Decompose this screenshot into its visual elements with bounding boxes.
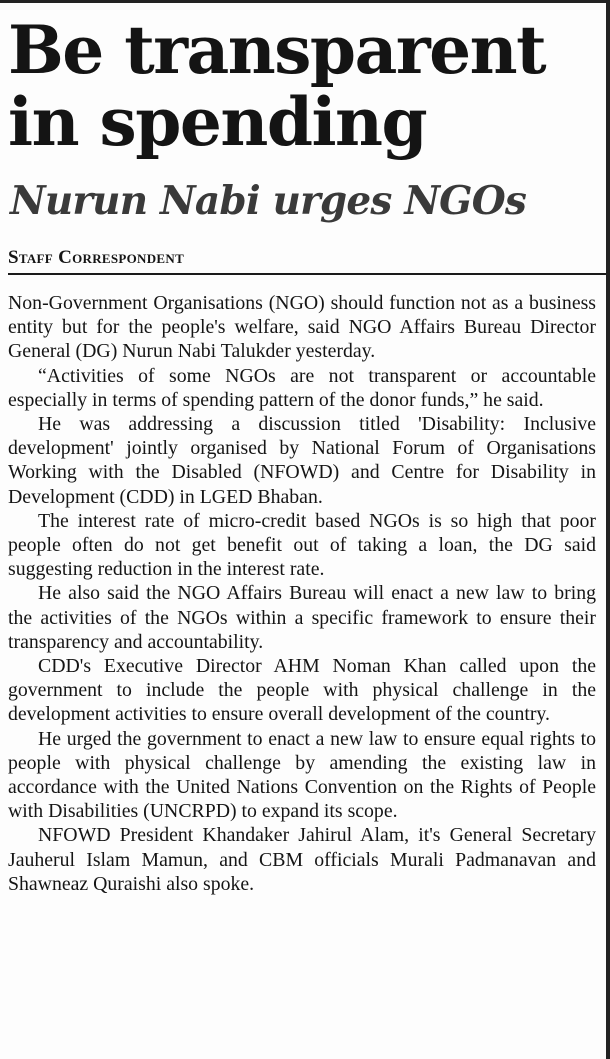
article-paragraph: NFOWD President Khandaker Jahirul Alam, it's General Secretary Jauherul Islam Mamun, and CBM officials Murali Padmanavan and Shawneaz Quraishi also spoke. (8, 824, 596, 895)
article-paragraph: He also said the NGO Affairs Bureau will enact a new law to bring the activities of the NGOs within a specific framework to ensure their transparency and accountability. (8, 582, 596, 653)
subheadline: Nurun Nabi urges NGOs (10, 178, 527, 224)
article-paragraph: “Activities of some NGOs are not transparent or accountable especially in terms of spending pattern of the donor funds,” he said. (8, 364, 596, 411)
article-paragraph: He was addressing a discussion titled 'Disability: Inclusive development' jointly organised by National Forum of Organisations Working with the Disabled (NFOWD) and Centre for Disability in Development (CDD) in LGED Bhaban. (8, 413, 596, 508)
headline: Be transparent in spending (8, 11, 546, 161)
article-paragraph: CDD's Executive Director AHM Noman Khan called upon the government to include the people with physical challenge in the development activities to ensure overall development of the country. (8, 655, 596, 726)
byline-divider (8, 273, 606, 275)
article-body (8, 291, 596, 896)
byline: Staff Correspondent (8, 247, 185, 268)
article-paragraph: The interest rate of micro-credit based NGOs is so high that poor people often do not get benefit out of taking a loan, the DG said suggesting reduction in the interest rate. (8, 509, 596, 581)
article-paragraph: He urged the government to enact a new law to ensure equal rights to people with physical challenge by amending the existing law in accordance with the United Nations Convention on the Rights of People with Disabilities (UNCRPD) to expand its scope. (8, 727, 596, 823)
clipping-right-edge (606, 0, 610, 1059)
clipping-top-edge (0, 0, 610, 3)
article-paragraph: Non-Government Organisations (NGO) should function not as a business entity but for the people's welfare, said NGO Affairs Bureau Director General (DG) Nurun Nabi Talukder yesterday. (8, 292, 596, 363)
